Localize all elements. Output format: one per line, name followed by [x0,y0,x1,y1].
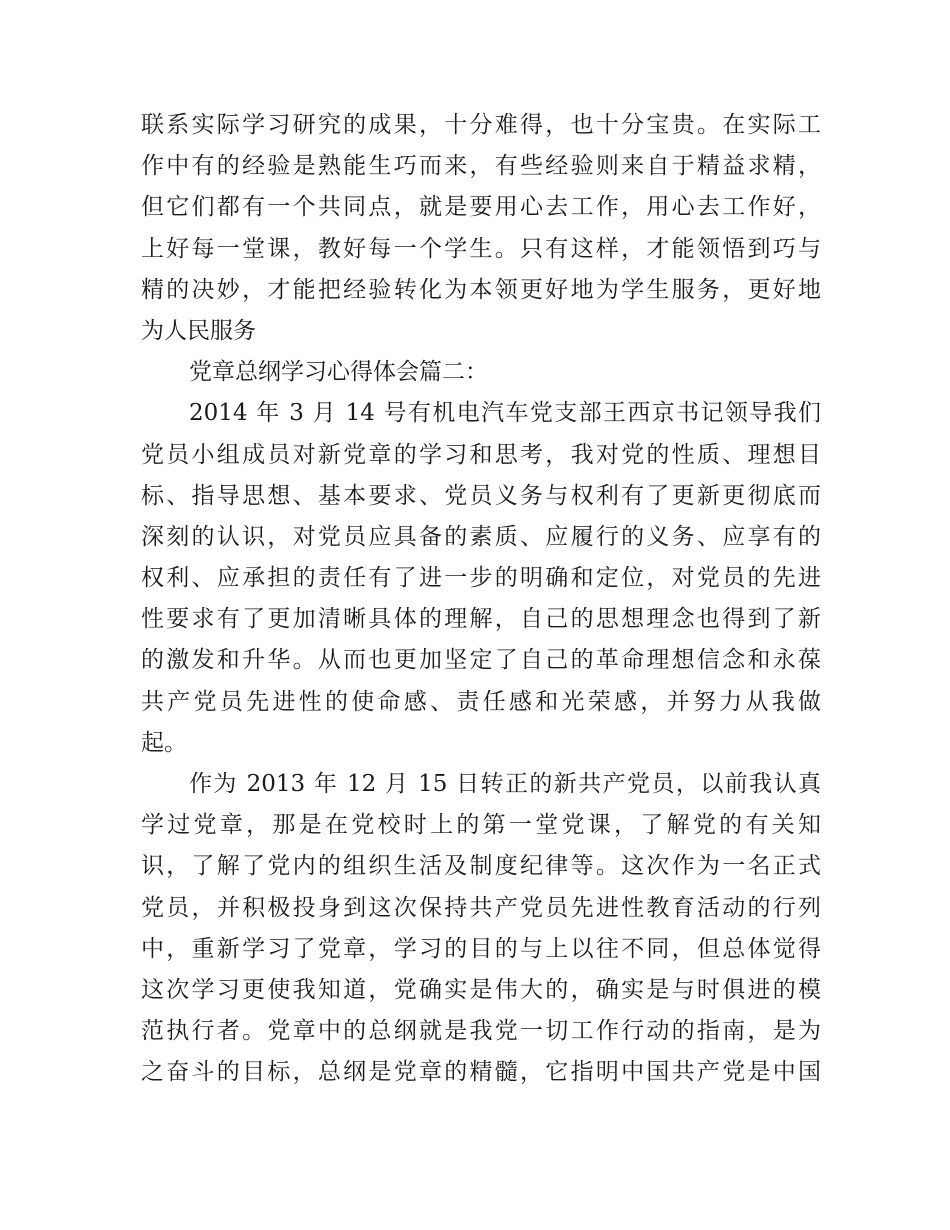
text-line: 党员，并积极投身到这次保持共产党员先进性教育活动的行列 [141,894,821,921]
text-line: 权利、应承担的责任有了进一步的明确和定位，对党员的先进 [141,565,821,592]
text-line: 范执行者。党章中的总纲就是我党一切工作行动的指南，是为 [141,1018,821,1045]
text-line: 共产党员先进性的使命感、责任感和光荣感，并努力从我做 [141,688,821,715]
text-line: 为人民服务 [141,317,256,344]
text-line: 精的决妙，才能把经验转化为本领更好地为学生服务，更好地 [141,276,821,303]
text-line: 联系实际学习研究的成果，十分难得，也十分宝贵。在实际工 [141,112,821,138]
text-line: 学过党章，那是在党校时上的第一堂党课，了解党的有关知 [141,812,821,839]
document-body [141,105,821,1094]
text-line: 上好每一堂课，教好每一个学生。只有这样，才能领悟到巧与 [141,235,821,262]
text-line: 党员小组成员对新党章的学习和思考，我对党的性质、理想目 [141,441,821,468]
text-line: 作中有的经验是熟能生巧而来，有些经验则来自于精益求精， [141,153,821,180]
text-line: 2014 年 3 月 14 号有机电汽车党支部王西京书记领导我们 [189,400,821,427]
text-line: 之奋斗的目标，总纲是党章的精髓，它指明中国共产党是中国 [141,1059,821,1086]
text-line: 但它们都有一个共同点，就是要用心去工作，用心去工作好， [141,194,821,221]
text-line: 深刻的认识，对党员应具备的素质、应履行的义务、应享有的 [141,523,821,550]
text-line: 识，了解了党内的组织生活及制度纪律等。这次作为一名正式 [141,853,821,880]
text-line: 的激发和升华。从而也更加坚定了自己的革命理想信念和永葆 [141,647,821,674]
text-line: 中，重新学习了党章，学习的目的与上以往不同，但总体觉得 [141,935,821,962]
text-line: 性要求有了更加清晰具体的理解，自己的思想理念也得到了新 [141,606,821,633]
text-line: 这次学习更使我知道，党确实是伟大的，确实是与时俱进的模 [141,976,821,1003]
text-line: 标、指导思想、基本要求、党员义务与权利有了更新更彻底而 [141,482,821,509]
text-line: 起。 [141,729,187,756]
text-line: 作为 2013 年 12 月 15 日转正的新共产党员，以前我认真 [189,771,821,797]
section-heading: 党章总纲学习心得体会篇二： [189,359,488,386]
